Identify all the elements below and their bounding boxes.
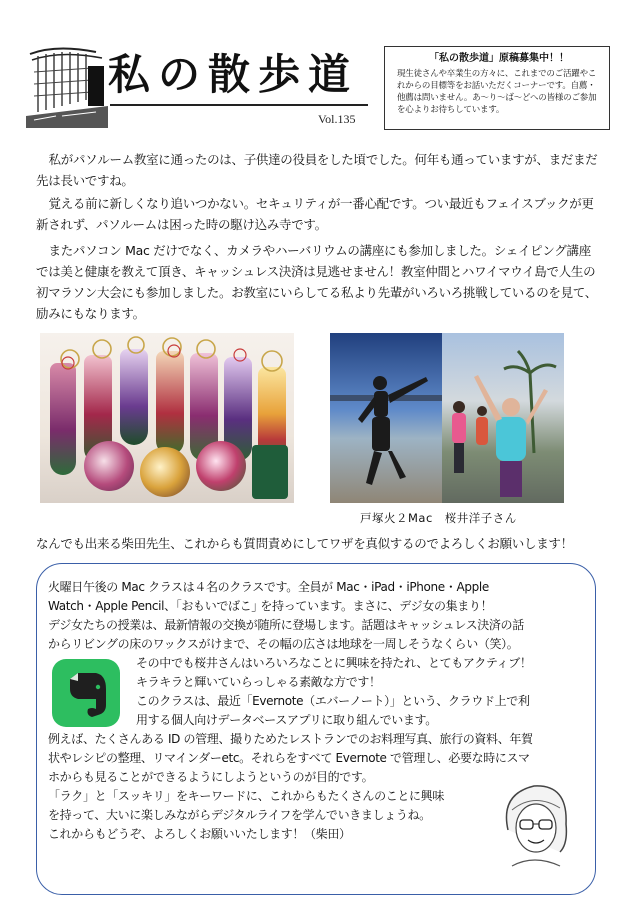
class-box-line: デジ女たちの授業は、最新情報の交換が随所に登場します。話題はキャッシュレス決済の話 bbox=[48, 618, 524, 632]
notice-title: 「私の散歩道」原稿募集中！！ bbox=[429, 53, 569, 64]
volume-number: Vol.135 bbox=[318, 112, 356, 126]
article-paragraph-2: 覚える前に新しくなり追いつかない。セキュリティが一番心配です。つい最近もフェイスブックが更新されず、パソルームは困った時の駆け込み寺です。 bbox=[36, 196, 594, 232]
class-box-line: 状やレシピの整理、リマインダーetc。それらをすべて Evernote で管理し、必要な時にスマ bbox=[48, 751, 530, 765]
maui-marathon-photo bbox=[330, 333, 564, 503]
class-box-line: ホからも見ることができるようにしようというのが目的です。 bbox=[48, 770, 374, 784]
class-box-line: キラキラと輝いていらっしゃる素敵な方です！ bbox=[136, 675, 381, 689]
article-paragraph-3: またパソコン Mac だけでなく、カメラやハーバリウムの講座にも参加しました。シェイピング講座では美と健康を教えて頂き、キャッシュレス決済は見逃せません！教室仲間とハワイマウイ島で人生の初マラソン大会にも参加しました。お教室にいらしてる私より先輩がいろいろ挑戦しているのを見て、励みにもなります。 bbox=[36, 243, 597, 321]
class-box-line: 火曜日午後の Mac クラスは４名のクラスです。全員が Mac・iPad・iPhone・Apple bbox=[48, 580, 489, 594]
photo-caption: 戸塚火２Mac 桜井洋子さん bbox=[360, 511, 517, 525]
teacher-portrait-sketch bbox=[494, 774, 576, 874]
contribution-notice-box bbox=[384, 46, 610, 130]
class-box-line: このクラスは、最近「Evernote（エバーノート）」という、クラウド上で利 bbox=[136, 694, 530, 708]
street-sketch-illustration bbox=[26, 42, 108, 128]
class-box-line: 「ラク」と「スッキリ」をキーワードに、これからもたくさんのことに興味 bbox=[48, 789, 444, 803]
class-box-line: 例えば、たくさんある ID の管理、撮りためたレストランでのお料理写真、旅行の資料、年賀 bbox=[48, 732, 533, 746]
class-box-line: を持って、大いに楽しみながらデジタルライフを学んでいきましょうね。 bbox=[48, 808, 431, 822]
class-box-line: 用する個人向けデータベースアプリに取り組んでいます。 bbox=[136, 713, 437, 727]
class-box-line: その中でも桜井さんはいろいろなことに興味を持たれ、とてもアクティブ！ bbox=[136, 656, 532, 670]
class-box-line: Watch・Apple Pencil、｢おもいでばこ｣ を持っています。まさに、デジ女の集まり！ bbox=[48, 599, 493, 613]
class-box-line: これからもどうぞ、よろしくお願いいたします！（柴田） bbox=[48, 827, 351, 841]
herbarium-bottles-photo bbox=[40, 333, 294, 503]
article-paragraph-1: 私がパソルーム教室に通ったのは、子供達の役員をした頃でした。何年も通っていますが、まだまだ先は長いですね。 bbox=[36, 152, 598, 188]
class-box-line: からリビングの床のワックスがけまで、その幅の広さは地球を一周しそうなくらい（笑）。 bbox=[48, 637, 519, 651]
notice-body: 現生徒さんや卒業生の方々に、これまでのご活躍やこれからの目標等をお話いただくコーナーです。自薦・他薦は問いません。あ〜り〜ば〜どへの皆様のご参加を心よりお待ちしています。 bbox=[397, 69, 597, 115]
page-title: 私の散歩道 bbox=[108, 50, 359, 99]
closing-message: なんでも出来る柴田先生、これからも質問責めにしてワザを真似するのでよろしくお願いします！ bbox=[36, 536, 573, 551]
title-underline bbox=[110, 104, 368, 106]
evernote-elephant-icon bbox=[52, 659, 120, 727]
